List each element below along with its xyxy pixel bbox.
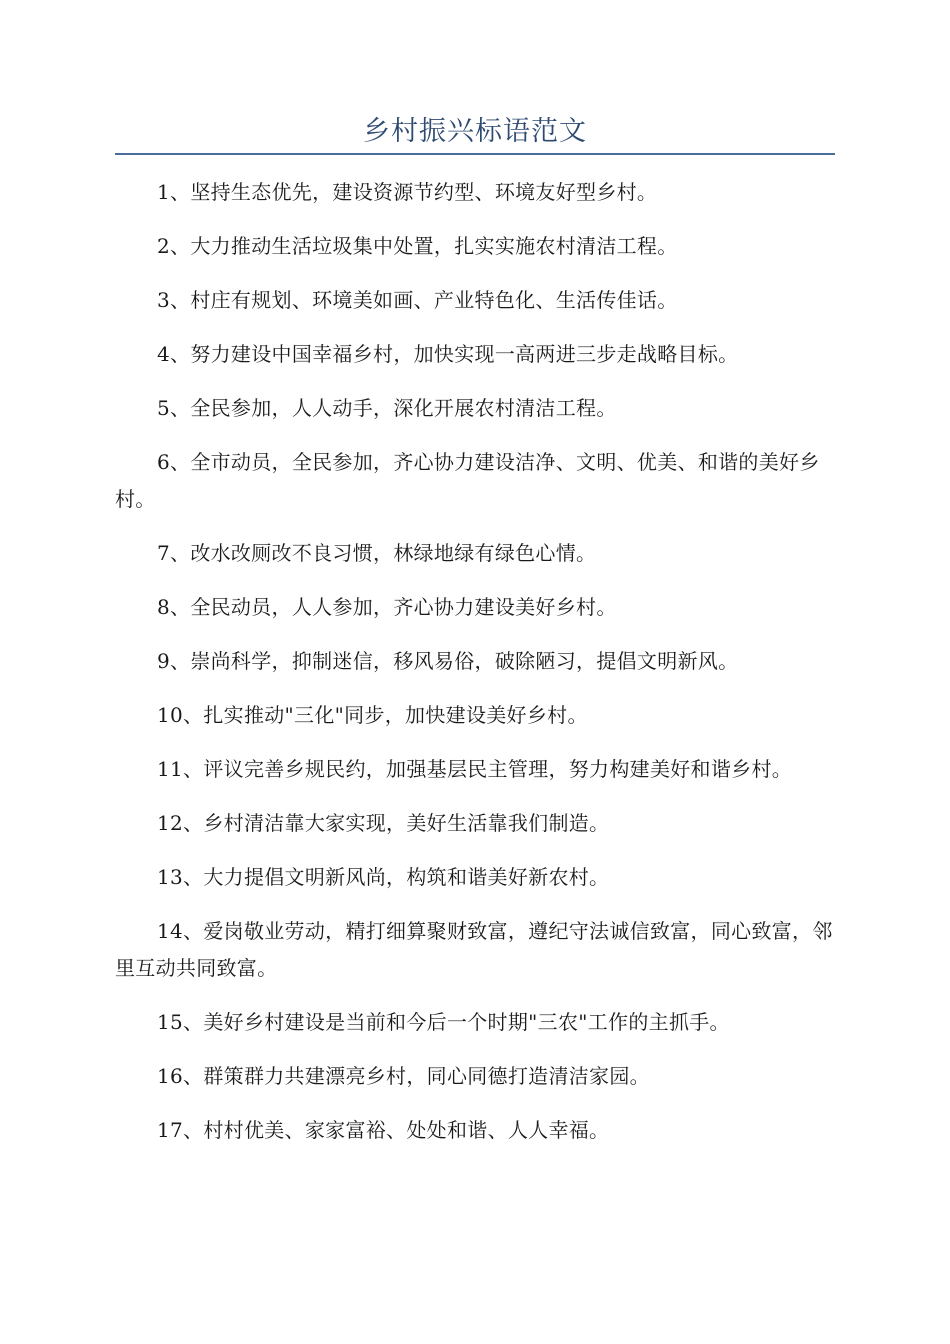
slogan-item: 4、努力建设中国幸福乡村，加快实现一高两进三步走战略目标。 — [157, 342, 739, 366]
slogan-item: 6、全市动员，全民参加，齐心协力建设洁净、文明、优美、和谐的美好乡村。 — [115, 450, 820, 511]
slogan-item: 17、村村优美、家家富裕、处处和谐、人人幸福。 — [157, 1118, 610, 1142]
document-body — [115, 174, 835, 1166]
slogan-item: 2、大力推动生活垃圾集中处置，扎实实施农村清洁工程。 — [157, 234, 678, 258]
slogan-item: 11、评议完善乡规民约，加强基层民主管理，努力构建美好和谐乡村。 — [157, 757, 793, 781]
slogan-item: 14、爱岗敬业劳动，精打细算聚财致富，遵纪守法诚信致富，同心致富，邻里互动共同致富。 — [115, 919, 833, 980]
slogan-item: 15、美好乡村建设是当前和今后一个时期"三农"工作的主抓手。 — [157, 1010, 730, 1034]
slogan-item: 8、全民动员，人人参加，齐心协力建设美好乡村。 — [157, 595, 617, 619]
title-divider — [115, 153, 835, 155]
slogan-item: 13、大力提倡文明新风尚，构筑和谐美好新农村。 — [157, 865, 610, 889]
slogan-item: 12、乡村清洁靠大家实现，美好生活靠我们制造。 — [157, 811, 610, 835]
slogan-item: 16、群策群力共建漂亮乡村，同心同德打造清洁家园。 — [157, 1064, 650, 1088]
slogan-item: 7、改水改厕改不良习惯，林绿地绿有绿色心情。 — [157, 541, 597, 565]
slogan-item: 10、扎实推动"三化"同步，加快建设美好乡村。 — [157, 703, 588, 727]
slogan-item: 3、村庄有规划、环境美如画、产业特色化、生活传佳话。 — [157, 288, 678, 312]
slogan-item: 9、崇尚科学，抑制迷信，移风易俗，破除陋习，提倡文明新风。 — [157, 649, 739, 673]
slogan-item: 5、全民参加，人人动手，深化开展农村清洁工程。 — [157, 396, 617, 420]
document-title: 乡村振兴标语范文 — [363, 116, 587, 147]
slogan-item: 1、坚持生态优先，建设资源节约型、环境友好型乡村。 — [157, 180, 658, 204]
